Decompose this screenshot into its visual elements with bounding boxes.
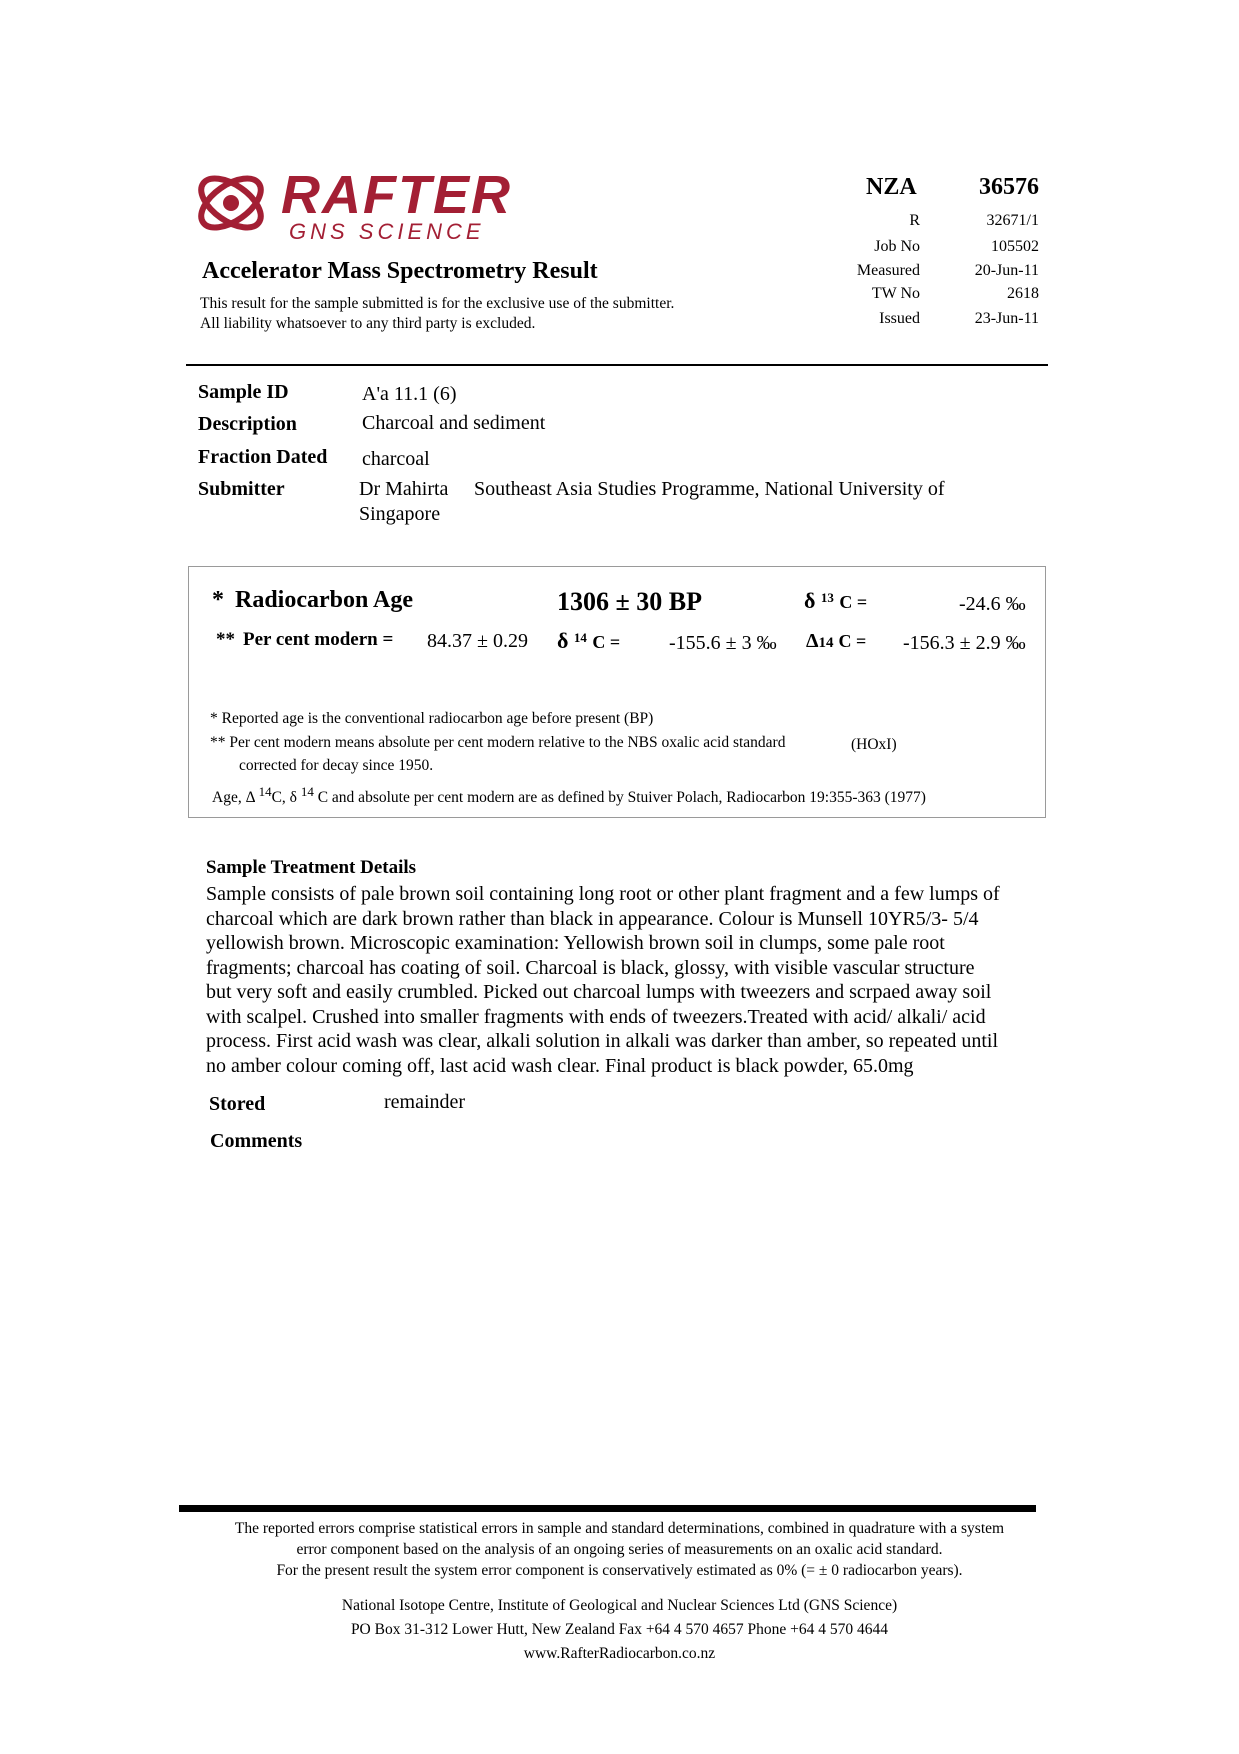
treatment-line: with scalpel. Crushed into smaller fragments with ends of tweezers.Treated with acid/ alkali/ acid xyxy=(206,1005,986,1028)
header-value-measured: 20-Jun-11 xyxy=(974,262,1039,279)
treatment-line: fragments; charcoal has coating of soil. Charcoal is black, glossy, with visible vascular structure xyxy=(206,956,975,979)
footer-error-line-1: The reported errors comprise statistical errors in sample and standard determinations, combined in quadrature with a system xyxy=(234,1520,1005,1537)
footer-address: PO Box 31-312 Lower Hutt, New Zealand Fax +64 4 570 4657 Phone +64 4 570 4644 xyxy=(350,1621,889,1638)
radiocarbon-age-label: Radiocarbon Age xyxy=(235,587,414,613)
pm-stars: ** xyxy=(216,629,235,650)
nza-label: NZA xyxy=(866,174,917,200)
d13c-sup: 13 xyxy=(820,590,834,605)
d13c-label xyxy=(804,588,867,614)
d13c-rest: C = xyxy=(839,592,868,612)
treatment-heading: Sample Treatment Details xyxy=(206,857,417,878)
disclaimer-line-2: All liability whatsoever to any third party is excluded. xyxy=(200,315,536,332)
note-def-b: C, δ xyxy=(271,789,297,806)
footer-website: www.RafterRadiocarbon.co.nz xyxy=(523,1645,716,1662)
treatment-paragraph xyxy=(206,882,1000,1078)
footer-error-line-3: For the present result the system error component is conservatively estimated as 0% (= ± 0 radiocarbon years). xyxy=(276,1562,963,1579)
cap-delta14c-value: -156.3 ± 2.9 ‰ xyxy=(903,632,1026,654)
description-label: Description xyxy=(198,413,297,435)
comments-label: Comments xyxy=(210,1130,303,1152)
submitter-org: Southeast Asia Studies Programme, National University of xyxy=(474,478,945,500)
treatment-line: no amber colour coming off, last acid wash clear. Final product is black powder, 65.0mg xyxy=(206,1054,914,1077)
header-label-tw: TW No xyxy=(871,285,920,302)
d14c-value: -155.6 ± 3 ‰ xyxy=(669,632,777,654)
d14c-sup: 14 xyxy=(573,630,587,645)
footer-error-line-2: error component based on the analysis of an ongoing series of measurements on an oxalic acid standard. xyxy=(296,1541,943,1558)
d14c-delta: δ xyxy=(557,628,569,653)
treatment-line: Sample consists of pale brown soil containing long root or other plant fragment and a few lumps of xyxy=(206,883,1000,905)
treatment-line: but very soft and easily crumbled. Picked out charcoal lumps with tweezers and scrpaed away soil xyxy=(206,981,992,1003)
header-value-r: 32671/1 xyxy=(986,212,1039,229)
note-reported-age: * Reported age is the conventional radiocarbon age before present (BP) xyxy=(210,710,654,727)
logo-subtitle: GNS SCIENCE xyxy=(289,219,485,243)
treatment-line: process. First acid wash was clear, alkali solution in alkali was darker than amber, so repeated until xyxy=(206,1030,999,1052)
footer-divider xyxy=(179,1505,1036,1512)
fraction-value: charcoal xyxy=(362,448,430,470)
header-divider xyxy=(186,364,1048,366)
stored-value: remainder xyxy=(384,1091,466,1113)
header-value-tw: 2618 xyxy=(1007,285,1039,302)
rafter-logo-graphic xyxy=(193,163,613,243)
d14c-rest: C = xyxy=(592,632,621,652)
stored-label: Stored xyxy=(209,1093,266,1115)
submitter-label: Submitter xyxy=(198,478,285,500)
sample-id-label: Sample ID xyxy=(198,381,289,403)
note-def-sup2: 14 xyxy=(300,784,314,799)
note-def-c: C and absolute per cent modern are as defined by Stuiver Polach, Radiocarbon 19:355-363 (1977) xyxy=(317,789,926,806)
logo-wordmark: RAFTER xyxy=(281,165,512,225)
rafter-logo xyxy=(193,163,613,243)
cap-delta-rest: C = xyxy=(838,631,867,651)
d13c-delta: δ xyxy=(804,588,816,613)
note-hoxi: (HOxI) xyxy=(851,736,897,753)
submitter-org-cont: Singapore xyxy=(359,503,441,525)
header-label-r: R xyxy=(909,212,920,229)
cap-delta-sub: 14 xyxy=(818,635,834,651)
submitter-name: Dr Mahirta xyxy=(359,478,449,500)
disclaimer-line-1: This result for the sample submitted is for the exclusive use of the submitter. xyxy=(200,295,675,312)
per-cent-modern-label: Per cent modern = xyxy=(243,629,394,650)
cap-delta-symbol: Δ xyxy=(806,630,819,652)
treatment-line: charcoal which are dark brown rather than black in appearance. Colour is Munsell 10YR5/3- 5/4 xyxy=(206,907,979,930)
description-value: Charcoal and sediment xyxy=(362,412,546,434)
treatment-line: yellowish brown. Microscopic examination: Yellowish brown soil in clumps, some pale root xyxy=(206,932,945,954)
nza-value: 36576 xyxy=(979,174,1039,200)
d14c-label xyxy=(557,628,620,654)
page-title: Accelerator Mass Spectrometry Result xyxy=(202,258,598,284)
age-star: * xyxy=(212,587,224,613)
note-per-cent-modern: ** Per cent modern means absolute per cent modern relative to the NBS oxalic acid standard xyxy=(210,734,786,751)
header-label-measured: Measured xyxy=(856,262,920,279)
note-def-a: Age, Δ xyxy=(212,789,255,806)
d13c-value: -24.6 ‰ xyxy=(959,593,1026,615)
sample-id-value: A'a 11.1 (6) xyxy=(362,383,457,405)
note-decay: corrected for decay since 1950. xyxy=(239,757,434,774)
header-value-issued: 23-Jun-11 xyxy=(974,310,1039,327)
note-def-sup1: 14 xyxy=(258,784,272,799)
radiocarbon-age-value: 1306 ± 30 BP xyxy=(557,587,702,616)
per-cent-modern-value: 84.37 ± 0.29 xyxy=(427,630,528,652)
fraction-label: Fraction Dated xyxy=(198,446,328,468)
header-label-job: Job No xyxy=(874,238,920,255)
cap-delta14c-label xyxy=(806,630,866,653)
note-definitions xyxy=(212,784,926,807)
header-label-issued: Issued xyxy=(879,310,920,327)
footer-organisation: National Isotope Centre, Institute of Geological and Nuclear Sciences Ltd (GNS Science) xyxy=(341,1597,898,1614)
header-value-job: 105502 xyxy=(991,238,1039,255)
